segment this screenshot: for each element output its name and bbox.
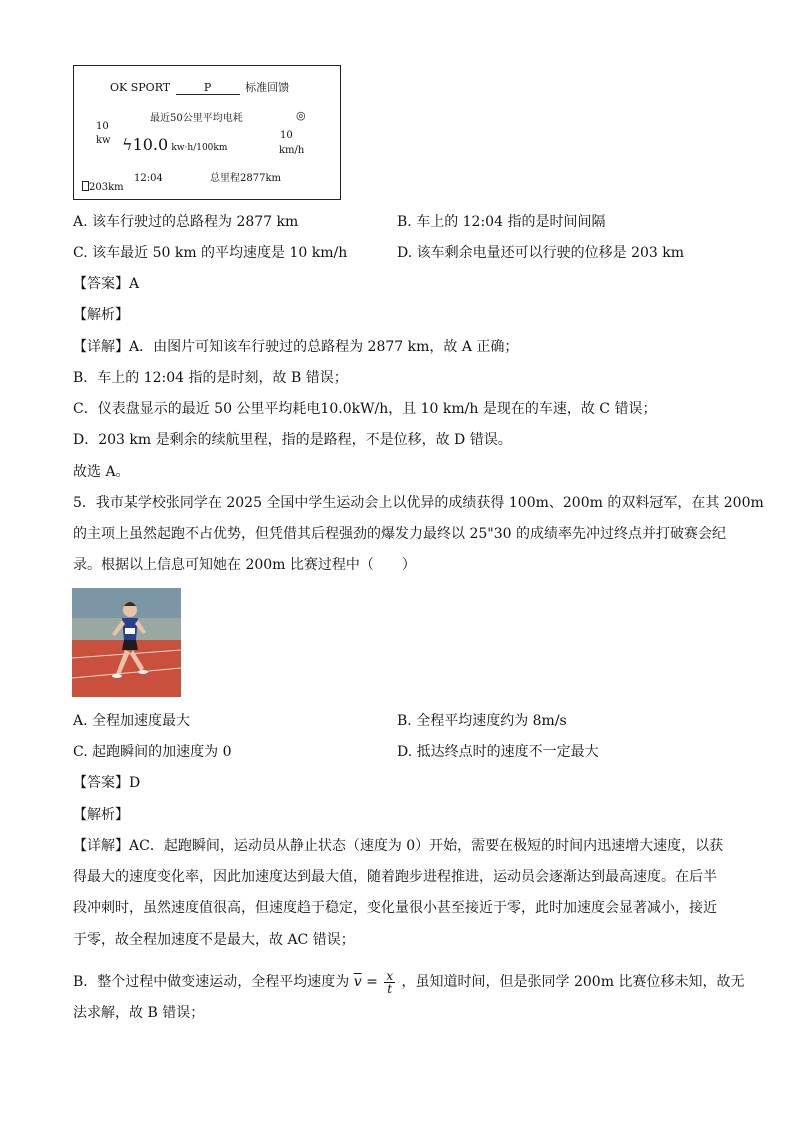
odometer: 总里程2877km [210,173,281,184]
option-letter: D. [397,245,413,261]
formula-numerator: x [386,968,394,983]
q4-detail-line: B．车上的 12:04 指的是时刻，故 B 错误； [73,370,348,386]
q5-answer: 【答案】D [73,775,141,791]
ok-sport-label: OK SPORT [110,81,171,94]
q5-detail-line: 得最大的速度变化率，因此加速度达到最大值，随着跑步进程推进，运动员会逐渐达到最高速度。在后半 [73,869,717,885]
power-value: 10 [96,121,109,132]
lightning-icon: ϟ [122,135,133,154]
gear-indicator: P [176,82,240,95]
q5-stem-line: 5．我市某学校张同学在 2025 全国中学生运动会上以优异的成绩获得 100m、200m 的双料冠军，在其 200m [73,495,764,511]
option-text: 该车最近 50 km 的平均速度是 10 km/h [92,245,348,261]
q4-option-c [73,243,347,263]
consumption-value: 10.0 [132,135,169,154]
option-text: 该车行驶过的总路程为 2877 km [92,214,299,230]
option-letter: B. [397,214,412,230]
runner-photo [72,588,181,697]
q4-detail-line: C．仪表盘显示的最近 50 公里平均耗电10.0kW/h，且 10 km/h 是现在的车速，故 C 错误； [73,401,657,417]
consumption-row [122,136,227,154]
q5-stem-line: 的主项上虽然起跑不占优势，但凭借其后程强劲的爆发力最终以 25"30 的成绩率先冲过终点并打破赛会纪 [73,526,726,542]
consumption-unit: kw·h/100km [171,143,228,153]
avg-velocity-formula [354,968,397,996]
option-letter: A. [73,214,88,230]
q5-detail-line: 【详解】AC．起跑瞬间，运动员从静止状态（速度为 0）开始，需要在极短的时间内迅速增大速度，以获 [73,838,724,854]
q5-detail-line: 段冲刺时，虽然速度值很高，但速度趋于稳定，变化量很小甚至接近于零，此时加速度会显著减小，接近 [73,900,717,916]
b-text-end: ，虽知道时间，但是张同学 200m 比赛位移未知，故无 [401,974,745,990]
q5-option-d [397,742,599,762]
q5-option-b [397,711,567,731]
option-letter: C. [73,245,88,261]
q5-option-a [73,711,190,731]
q4-answer: 【答案】A [73,276,140,292]
q4-option-b [397,212,605,232]
q5-b-explanation-2: 法求解，故 B 错误； [73,1005,205,1021]
q5-option-c [73,742,231,762]
q4-conclusion: 故选 A。 [73,464,130,480]
option-text: 该车剩余电量还可以行驶的位移是 203 km [416,245,685,261]
speed-value: 10 [280,130,293,141]
option-text: 起跑瞬间的加速度为 0 [92,744,232,760]
formula-denominator: t [387,981,393,996]
q4-option-d [397,243,684,263]
avg-consumption-title: 最近50公里平均电耗 [150,113,243,124]
formula-fraction [384,970,395,995]
option-letter: B. [397,713,412,729]
option-text: 车上的 12:04 指的是时间间隔 [416,214,606,230]
formula-v: $\overline{v}$ [353,974,362,990]
range-value: 203km [89,182,124,193]
q4-option-a [73,212,298,232]
option-letter: D. [397,744,413,760]
q4-analysis-label: 【解析】 [73,307,129,323]
option-letter: C. [73,744,88,760]
option-text: 全程加速度最大 [92,713,191,729]
q4-detail-line: 【详解】A．由图片可知该车行驶过的总路程为 2877 km，故 A 正确； [73,339,519,355]
runner-illustration [72,588,181,697]
q5-stem-line: 录。根据以上信息可知她在 200m 比赛过程中（ ） [73,557,416,573]
formula-equals: = [366,974,378,990]
power-unit: kw [96,135,111,146]
option-text: 全程平均速度约为 8m/s [416,713,567,729]
q4-detail-line: D．203 km 是剩余的续航里程，指的是路程，不是位移，故 D 错误。 [73,432,512,448]
b-text-start: B．整个过程中做变速运动，全程平均速度为 [73,974,350,990]
cycle-icon: ◎ [296,109,306,122]
clock-time: 12:04 [134,173,163,184]
battery-icon [82,181,89,191]
mode-label: 标准回馈 [245,81,290,94]
range-row [82,181,124,194]
option-text: 抵达终点时的速度不一定最大 [416,744,599,760]
q5-analysis-label: 【解析】 [73,807,129,823]
option-letter: A. [73,713,88,729]
panel-sport-row [110,82,289,95]
q5-b-explanation [73,968,744,996]
dashboard-figure [73,65,341,200]
speed-unit: km/h [279,145,305,156]
q5-detail-line: 于零，故全程加速度不是最大，故 AC 错误； [73,932,355,948]
